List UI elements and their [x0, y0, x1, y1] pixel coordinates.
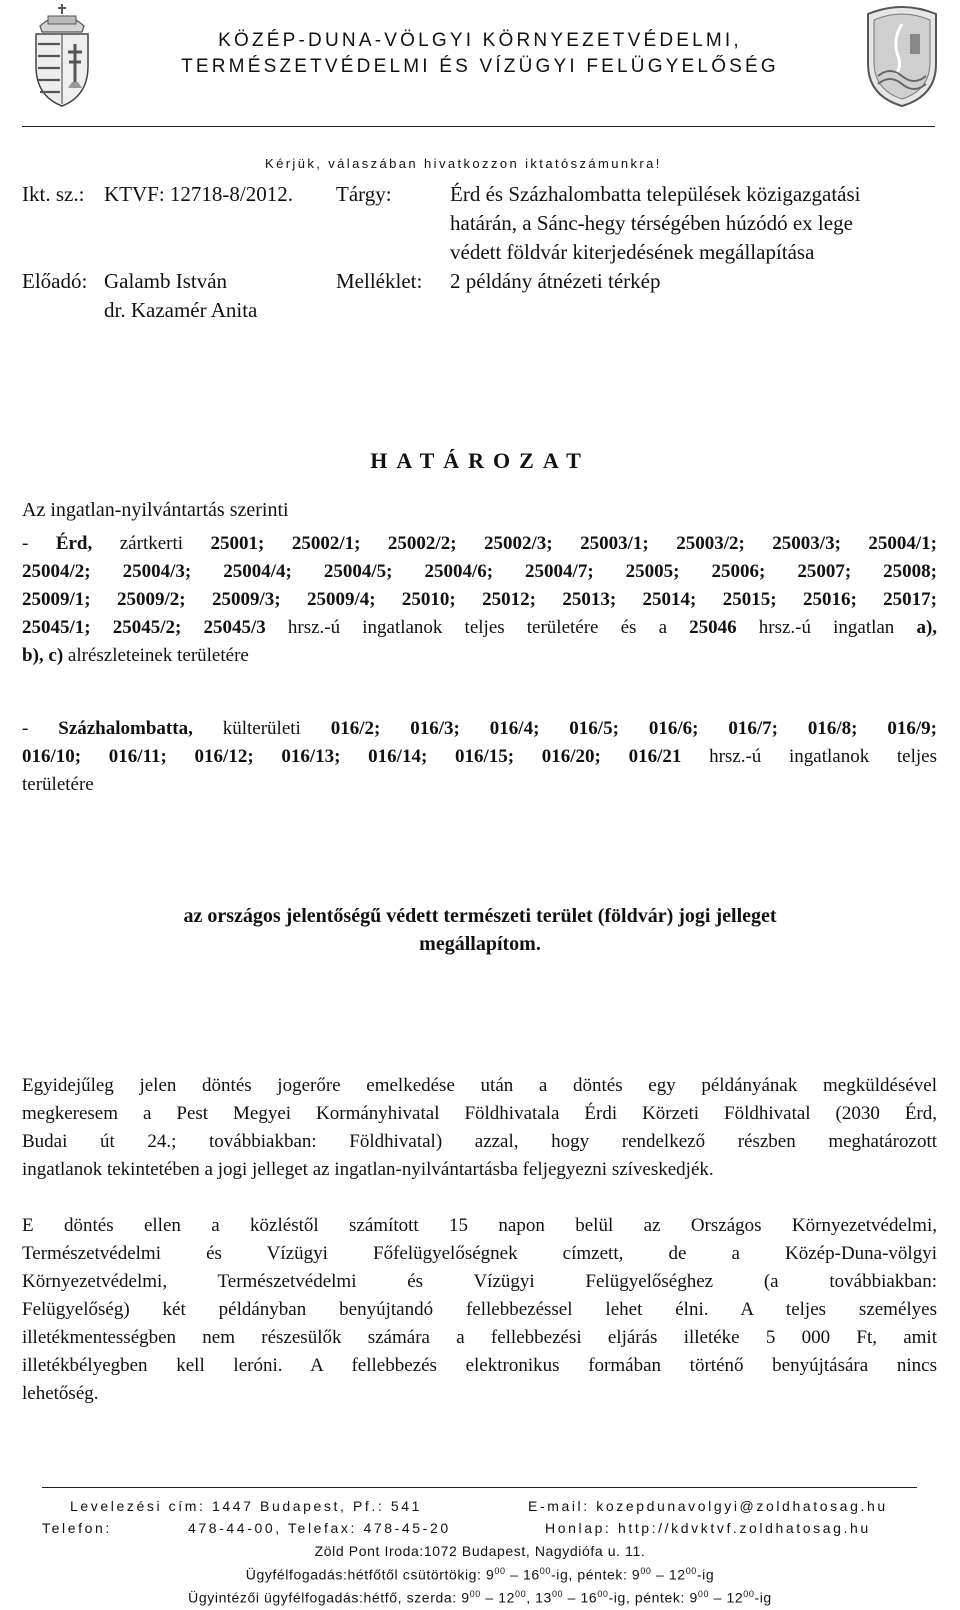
footer-phone-label: Telefon: — [42, 1520, 112, 1536]
erd-parcel-list: - Érd, zártkerti 25001; 25002/1; 25002/2; 25002/3; 25003/1; 25003/2; 25003/3; 25004/1; 25004/2; 25004/3; 25004/4; 25004/5; 25004/6; 25004/7; 25005; 25006; 25007; 25008; 25009/1; 25009/2; 25009/3; 25009/4; 25010; 25012; 25013; 25014; 25015; 25016; 25017; 25045/1; 25045/2; 25045/3 hrsz.-ú ingatlanok teljes területére és a 25046 hrsz.-ú ingatlan a), b), c) alrészleteinek területére — [22, 533, 938, 666]
erd-city: Érd, — [55, 533, 93, 554]
document-title: HATÁROZAT — [370, 448, 590, 473]
targy-line: védett földvár kiterjedésének megállapítása — [450, 240, 815, 264]
organization-name-line1: KÖZÉP-DUNA-VÖLGYI KÖRNYEZETVÉDELMI, — [218, 30, 742, 51]
ikt-label: Ikt. sz.: — [22, 182, 85, 206]
footer-website: Honlap: http://kdvktvf.zoldhatosag.hu — [545, 1520, 871, 1536]
footer-clerk-hours: Ügyintézői ügyfélfogadás:hétfő, szerda: $9^{00} - 12^{00}$, $13^{00} - 16^{00}-ig$, péntek: $9^{00} - 12^{00}-ig$ — [188, 1589, 772, 1606]
eloado-name: Galamb István — [104, 269, 228, 293]
paragraph-land-office: Egyidejűleg jelen döntés jogerőre emelkedése után a döntés egy példányának megküldésével megkeresem a Pest Megyei Kormányhivatal Földhivatala Érdi Körzeti Földhivatal (2030 Érd, Budai út 24.; továbbiakban: Földhivatal) azzal, hogy rendelkező részben meghatározott ingatlanok tekintetében a jogi jelleget az ingatlan-nyilvántartásba feljegyezni szíveskedjék. — [22, 1075, 937, 1180]
intro-text: Az ingatlan-nyilvántartás szerinti — [22, 499, 289, 521]
decision-statement: az országos jelentőségű védett természeti terület (földvár) jogi jelleget megállapítom. — [183, 905, 777, 955]
eloado-label: Előadó: — [22, 269, 88, 293]
footer-client-hours: Ügyfélfogadás:hétfőtől csütörtökig: $9^{00} - 16^{00}-ig$, péntek: $9^{00} - 12^{00}-ig$ — [245, 1566, 715, 1583]
eloado-name: dr. Kazamér Anita — [104, 298, 258, 322]
organization-name-line2: TERMÉSZETVÉDELMI ÉS VÍZÜGYI FELÜGYELŐSÉG — [181, 56, 779, 77]
footer-email: E-mail: kozepdunavolgyi@zoldhatosag.hu — [528, 1498, 888, 1514]
targy-line: Érd és Százhalombatta települések közigazgatási — [450, 182, 861, 206]
targy-label: Tárgy: — [336, 182, 392, 206]
header-divider — [22, 126, 935, 127]
ikt-value: KTVF: 12718-8/2012. — [104, 182, 293, 206]
targy-line: határán, a Sánc-hegy térségében húzódó ex lege — [450, 211, 853, 235]
melleklet-value: 2 példány átnézeti térkép — [450, 269, 661, 293]
footer-divider — [42, 1487, 917, 1488]
footer-office: Zöld Pont Iroda:1072 Budapest, Nagydiófa u. 11. — [314, 1543, 646, 1559]
footer-phone-values: 478-44-00, Telefax: 478-45-20 — [188, 1520, 451, 1536]
footer-address: Levelezési cím: 1447 Budapest, Pf.: 541 — [70, 1498, 422, 1514]
szazhalombatta-parcel-list: - Százhalombatta, külterületi 016/2; 016/3; 016/4; 016/5; 016/6; 016/7; 016/8; 016/9; 016/10; 016/11; 016/12; 016/13; 016/14; 016/15; 016/20; 016/21 hrsz.-ú ingatlanok teljes területére — [22, 718, 938, 795]
paragraph-appeal: E döntés ellen a közléstől számított 15 napon belül az Országos Környezetvédelmi, Természetvédelmi és Vízügyi Főfelügyelőségnek címzett, de a Közép-Duna-völgyi Környezetvédelmi, Természetvédelmi és Vízügyi Felügyelőséghez (a továbbiakban: Felügyelőség) két példányban benyújtandó fellebbezéssel lehet élni. A teljes személyes illetékmentességben nem részesülők számára a fellebbezési eljárás illetéke 5 000 Ft, amit illetékbélyegben kell leróni. A fellebbezés elektronikus formában történő benyújtására nincs lehetőség. — [22, 1215, 937, 1404]
szazhalombatta-city: Százhalombatta, — [58, 718, 193, 739]
melleklet-label: Melléklet: — [336, 269, 423, 293]
reference-note: Kérjük, válaszában hivatkozzon iktatószámunkra! — [265, 156, 662, 171]
